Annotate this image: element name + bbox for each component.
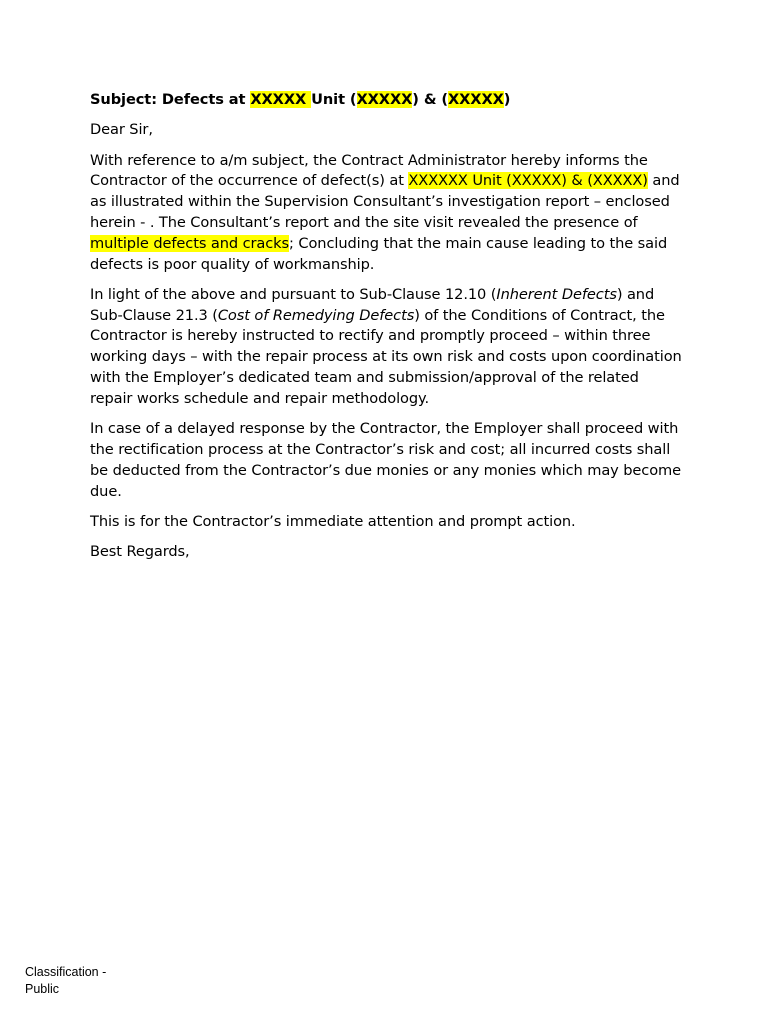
inherent-defects-term: Inherent Defects bbox=[496, 285, 617, 303]
classification-footer bbox=[25, 964, 106, 998]
paragraph-instruction-text-1: In light of the above and pursuant to Sub-Clause 12.10 ( bbox=[90, 285, 497, 303]
paragraph-instruction bbox=[90, 285, 682, 410]
subject-label: Subject bbox=[90, 91, 152, 108]
paragraph-reference-text-2: and as illustrated within the Supervision Consultant’s investigation report – enclosed herein - . The Consultant’s report and the site visit revealed the presence of bbox=[90, 172, 680, 231]
greeting: Dear Sir, bbox=[90, 121, 153, 139]
subject-text-mid-1: Unit ( bbox=[311, 91, 357, 108]
paragraph-delay: In case of a delayed response by the Contractor, the Employer shall proceed with the rectification process at the Contractor’s risk and cost; all incurred costs shall be deducted from the Contractor’s due monies or any monies which may become due. bbox=[90, 420, 682, 500]
paragraph-instruction-text-2: ) and Sub-Clause 21.3 ( bbox=[90, 285, 655, 324]
paragraph-reference-highlight-unit: XXXXXX Unit (XXXXX) & (XXXXX) bbox=[408, 172, 648, 190]
paragraph-reference bbox=[90, 151, 682, 276]
subject-text-mid-2: ) & ( bbox=[412, 91, 448, 108]
subject-line bbox=[90, 90, 682, 111]
subject-placeholder-1: XXXXX bbox=[250, 91, 312, 108]
subject-placeholder-2: XXXXX bbox=[356, 91, 413, 108]
subject-text-end: ) bbox=[503, 91, 511, 108]
subject-placeholder-3: XXXXX bbox=[448, 91, 504, 108]
classification-label: Classification - bbox=[25, 965, 107, 979]
closing: Best Regards, bbox=[90, 543, 190, 561]
classification-value: Public bbox=[25, 982, 60, 996]
subject-prefix: Defects at bbox=[161, 91, 251, 108]
paragraph-reference-highlight-defects: multiple defects and cracks bbox=[90, 234, 290, 252]
paragraph-attention: This is for the Contractor’s immediate attention and prompt action. bbox=[90, 512, 576, 530]
cost-of-remedying-defects-term: Cost of Remedying Defects bbox=[217, 306, 415, 324]
paragraph-instruction-text-3: ) of the Conditions of Contract, the Contractor is hereby instructed to rectify and promptly proceed – within three working days – with the repair process at its own risk and costs upon coordination with the Employer’s dedicated team and submission/approval of the related repair works schedule and repair methodology. bbox=[90, 306, 682, 407]
paragraph-reference-text-3: ; Concluding that the main cause leading to the said defects is poor quality of workmanship. bbox=[90, 234, 668, 273]
paragraph-reference-text-1: With reference to a/m subject, the Contract Administrator hereby informs the Contractor of the occurrence of defect(s) at bbox=[90, 151, 648, 190]
letter-body bbox=[90, 90, 682, 572]
subject-separator: : bbox=[151, 91, 162, 108]
